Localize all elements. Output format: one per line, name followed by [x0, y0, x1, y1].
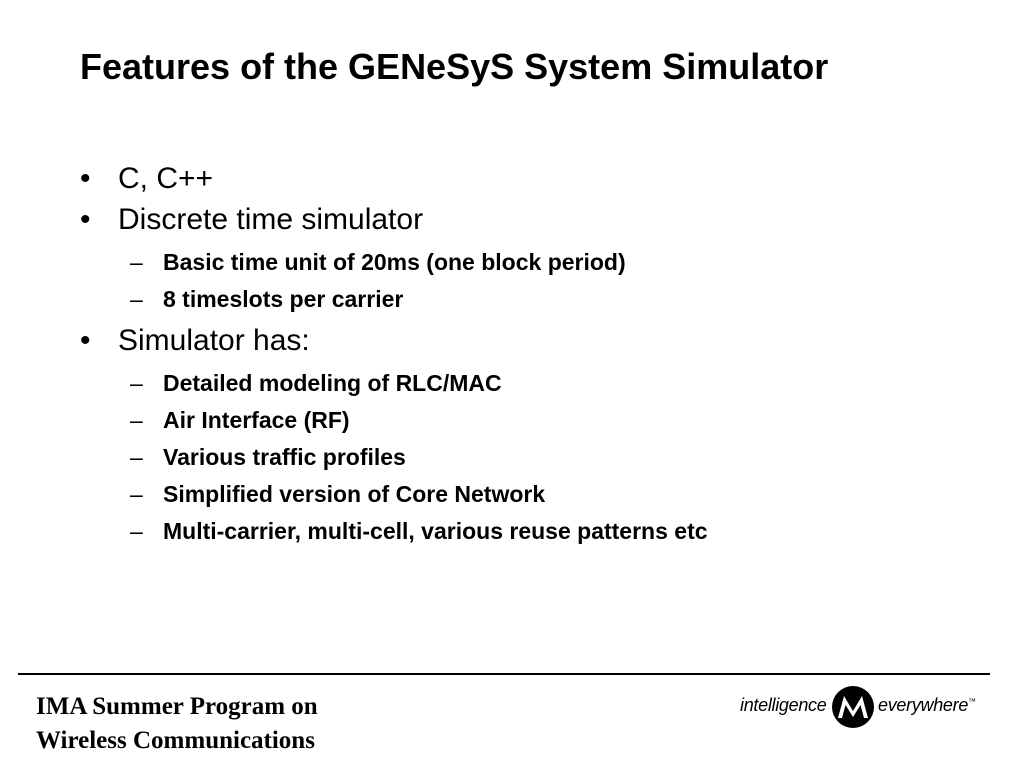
- sub-bullet-text: Various traffic profiles: [163, 444, 406, 470]
- sub-bullet-text: Air Interface (RF): [163, 407, 350, 433]
- sub-bullet-item: [80, 405, 980, 435]
- tagline-right-text: everywhere: [878, 695, 969, 715]
- sub-bullet-text: Detailed modeling of RLC/MAC: [163, 370, 502, 396]
- bullet-item: [80, 159, 980, 199]
- bullet-item: [80, 200, 980, 240]
- footer-line-2: Wireless Communications: [36, 727, 315, 754]
- tagline-right: [878, 695, 976, 716]
- sub-bullet-marker: –: [130, 370, 143, 396]
- footer-program-name: [36, 690, 318, 758]
- sub-bullet-marker: –: [130, 286, 143, 312]
- bullet-text: Simulator has:: [118, 324, 310, 357]
- footer-divider: [18, 673, 990, 675]
- brand-logo: [738, 683, 988, 733]
- sub-bullet-marker: –: [130, 444, 143, 470]
- tagline-left: intelligence: [740, 695, 827, 715]
- bullet-text: Discrete time simulator: [118, 203, 424, 236]
- sub-bullet-item: [80, 284, 980, 314]
- sub-bullet-text: Simplified version of Core Network: [163, 481, 546, 507]
- bullet-item: [80, 321, 980, 361]
- bullet-marker: •: [80, 324, 91, 357]
- trademark-symbol: ™: [968, 697, 976, 706]
- sub-bullet-text: Basic time unit of 20ms (one block period): [163, 249, 626, 275]
- bullet-list: [80, 158, 980, 553]
- bullet-marker: •: [80, 203, 91, 236]
- sub-bullet-text: Multi-carrier, multi-cell, various reuse patterns etc: [163, 518, 708, 544]
- sub-bullet-item: [80, 368, 980, 398]
- sub-bullet-item: [80, 247, 980, 277]
- bullet-marker: •: [80, 162, 91, 195]
- sub-bullet-item: [80, 516, 980, 546]
- slide-title: Features of the GENeSyS System Simulator: [80, 46, 829, 87]
- sub-bullet-marker: –: [130, 407, 143, 433]
- motorola-batwing-icon: [831, 685, 875, 729]
- sub-bullet-item: [80, 479, 980, 509]
- bullet-text: C, C++: [118, 162, 214, 195]
- sub-bullet-marker: –: [130, 249, 143, 275]
- sub-bullet-item: [80, 442, 980, 472]
- sub-bullet-text: 8 timeslots per carrier: [163, 286, 404, 312]
- sub-bullet-marker: –: [130, 481, 143, 507]
- footer-line-1: IMA Summer Program on: [36, 693, 318, 720]
- sub-bullet-marker: –: [130, 518, 143, 544]
